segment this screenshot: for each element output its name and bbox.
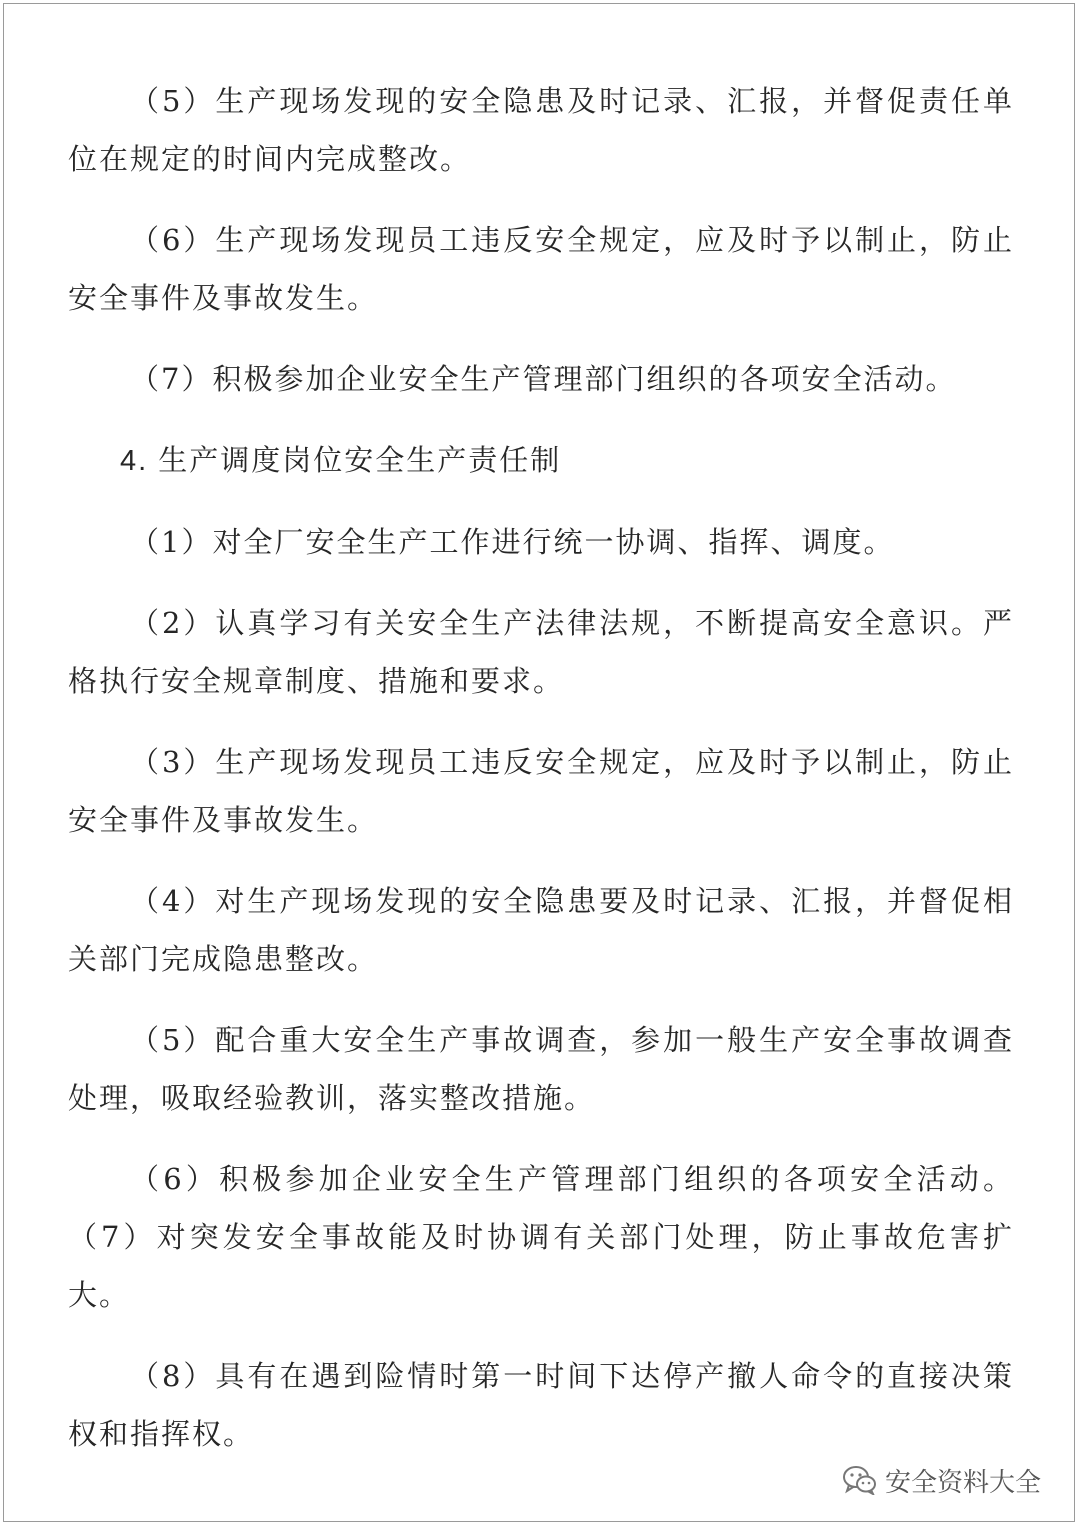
section-heading bbox=[68, 431, 1014, 490]
paragraph-item-5: （5）生产现场发现的安全隐患及时记录、汇报，并督促责任单位在规定的时间内完成整改。 bbox=[68, 84, 1014, 176]
document-body bbox=[68, 72, 1014, 1486]
paragraph-item-7: （7）积极参加企业安全生产管理部门组织的各项安全活动。 bbox=[130, 362, 957, 396]
wechat-icon bbox=[843, 1465, 877, 1495]
paragraph-duty-6-7: （6）积极参加企业安全生产管理部门组织的各项安全活动。 （7）对突发安全事故能及时协调有关部门处理，防止事故危害扩大。 bbox=[68, 1162, 1014, 1312]
section-title: 生产调度岗位安全生产责任制 bbox=[158, 443, 562, 477]
paragraph-duty-4: （4）对生产现场发现的安全隐患要及时记录、汇报，并督促相关部门完成隐患整改。 bbox=[68, 884, 1014, 976]
wechat-watermark bbox=[843, 1460, 1041, 1500]
paragraph-duty-1: （1）对全厂安全生产工作进行统一协调、指挥、调度。 bbox=[130, 525, 895, 559]
paragraph-duty-3: （3）生产现场发现员工违反安全规定，应及时予以制止，防止安全事件及事故发生。 bbox=[68, 745, 1014, 837]
watermark-text: 安全资料大全 bbox=[885, 1467, 1042, 1498]
paragraph-duty-8: （8）具有在遇到险情时第一时间下达停产撤人命令的直接决策权和指挥权。 bbox=[68, 1359, 1014, 1451]
paragraph-item-6: （6）生产现场发现员工违反安全规定，应及时予以制止，防止安全事件及事故发生。 bbox=[68, 223, 1014, 315]
section-number: 4. bbox=[120, 445, 149, 477]
paragraph-duty-2: （2）认真学习有关安全生产法律法规，不断提高安全意识。严格执行安全规章制度、措施和要求。 bbox=[68, 606, 1014, 698]
paragraph-duty-5: （5）配合重大安全生产事故调查，参加一般生产安全事故调查处理，吸取经验教训，落实整改措施。 bbox=[68, 1023, 1014, 1115]
